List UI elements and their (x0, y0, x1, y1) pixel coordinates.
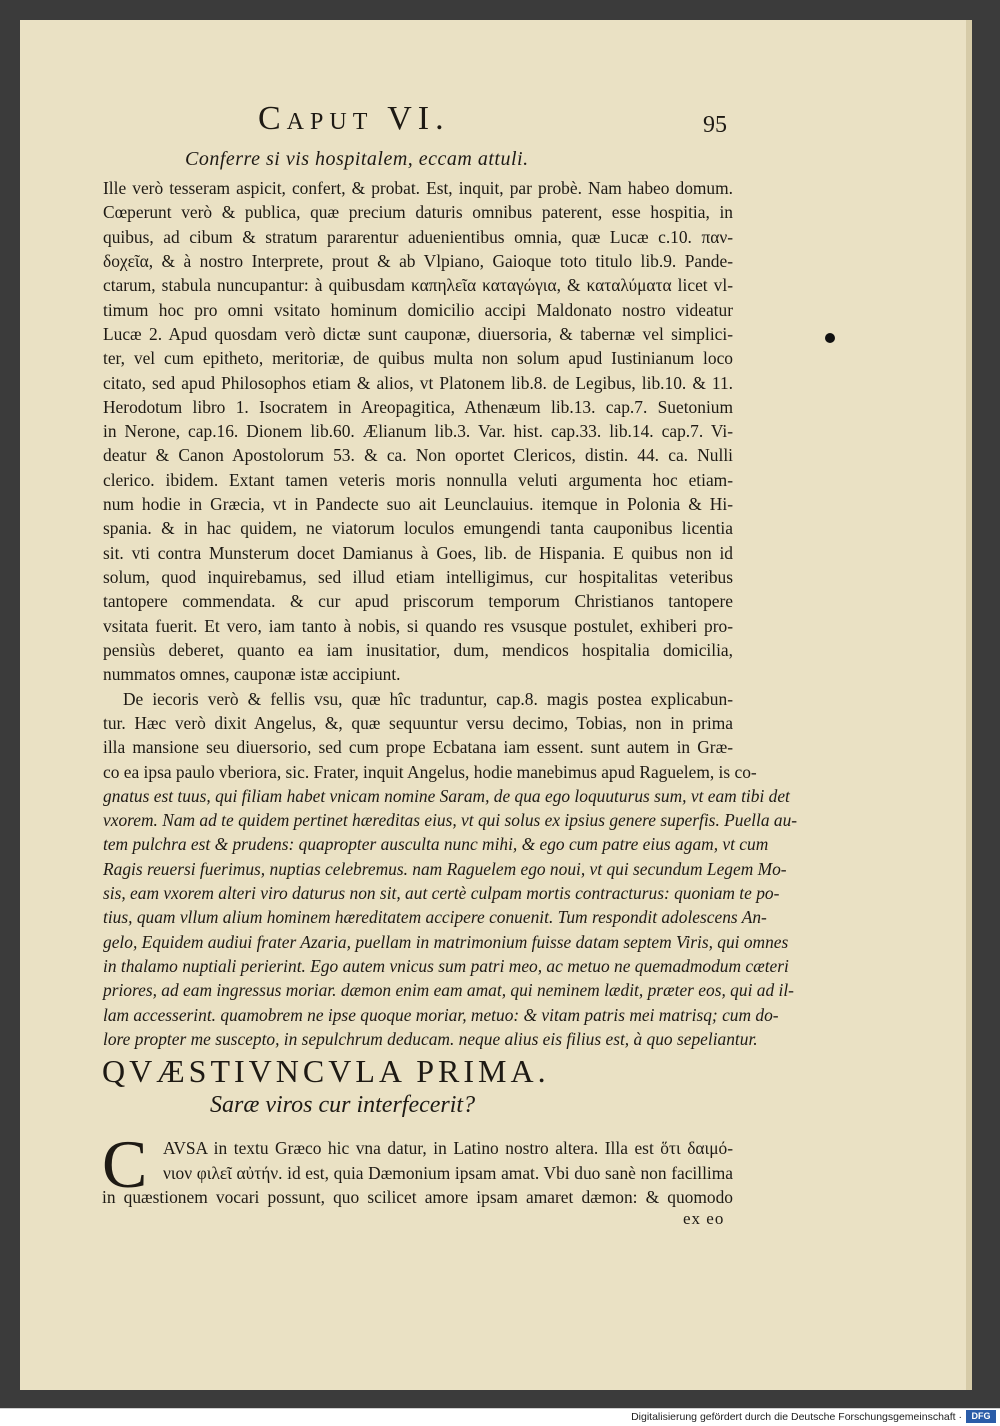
text-line: νιον φιλεῖ αὐτήν. id est, quia Dæmonium ipsam amat. Vbi duo sanè non facillima (163, 1162, 733, 1183)
text-line: gelo, Equidem audiui frater Azaria, puellam in matrimonium fuisse datam septem Viris, qui omnes (103, 931, 789, 952)
funding-credit: Digitalisierung gefördert durch die Deutsche Forschungsgemeinschaft · (631, 1411, 962, 1423)
text-line: timum hoc pro omni vsitato hominum domicilio accipi Maldonato nostro videatur (103, 299, 733, 320)
text-line: sit. vti contra Munsterum docet Damianus à Goes, lib. de Hispania. E quibus non id (103, 542, 733, 563)
section-subtitle: Saræ viros cur interfecerit? (210, 1092, 476, 1118)
text-line: citato, sed apud Philosophos etiam & alios, vt Platonem lib.8. de Legibus, lib.10. & 11. (103, 372, 733, 393)
text-line: ctarum, stabula nuncupantur: à quibusdam καπηλεῖα καταγώγια, & καταλύματα licet vl- (103, 275, 733, 296)
text-line: in thalamo nuptiali perierint. Ego autem vnicus sum patri meo, ac metuo ne quemadmodum cæteri (103, 956, 789, 976)
text-line: AVSA in textu Græco hic vna datur, in Latino nostro altera. Illa est ὅτι δαιμό- (163, 1138, 733, 1158)
text-line: clerico. ibidem. Extant tamen veteris moris nonnulla veluti argumenta hoc etiam- (103, 469, 733, 490)
drop-cap-initial: C (102, 1126, 148, 1202)
text-line: Ille verò tesseram aspicit, confert, & probat. Est, inquit, par probè. Nam habeo domum. (103, 178, 733, 198)
text-line: tantopere commendata. & cur apud priscorum temporum Christianos tantopere (103, 591, 733, 612)
text-line: De iecoris verò & fellis vsu, quæ hîc traduntur, cap.8. magis postea explicabun- (123, 688, 733, 709)
text-line: Cœperunt verò & publica, quæ precium daturis omnibus paterent, esse hospitia, in (103, 202, 733, 223)
text-line: tius, quam vllum alium hominem hæreditatem accipere conuenit. Tum respondit adolescens An- (103, 907, 767, 928)
text-line: deatur & Canon Apostolorum 53. & ca. Non oportet Clericos, distin. 44. ca. Nulli (103, 445, 733, 466)
text-line: Ragis reuersi fuerimus, nuptias celebremus. nam Raguelem ego noui, vt qui secundum Legem Mo- (103, 858, 787, 879)
text-line: co ea ipsa paulo vberiora, sic. Frater, inquit Angelus, hodie manebimus apud Raguelem, is co- (103, 761, 757, 782)
text-line: spania. & in hac quidem, ne viatorum loculos emungendi tanta cauponibus licentia (103, 518, 733, 539)
text-line: sis, eam vxorem alteri viro daturus non sit, aut certè culpam mortis contracturus: quoniam te po- (103, 883, 780, 904)
chapter-heading: Caput VI. (258, 100, 450, 137)
footer-bar (0, 1408, 1000, 1426)
text-line: gnatus est tuus, qui filiam habet vnicam nomine Saram, de qua ego loquuturus sum, vt eam tibi det (103, 785, 790, 806)
text-line: illa mansione seu diuersorio, sed cum prope Ecbatana iam essent. sunt autem in Græ- (103, 737, 733, 758)
text-line: nummatos omnes, cauponæ istæ accipiunt. (103, 664, 401, 685)
verse-quote: Conferre si vis hospitalem, eccam attuli. (185, 148, 529, 170)
text-line: pensiùs deberet, quanto ea iam inusitatior, dum, mendicos hospitalia domicilia, (103, 639, 733, 660)
text-line: lore propter me suscepto, in sepulchrum deducam. neque alius eis filius est, à quo sepeliantur. (103, 1028, 758, 1049)
text-line: in Nerone, cap.16. Dionem lib.60. Ælianum lib.3. Var. hist. cap.33. lib.14. cap.7. Vi- (103, 421, 733, 442)
text-line: priores, ad eam ingressus moriar. dæmon enim eam amat, qui neminem lædit, præter eos, qui ad il- (103, 980, 794, 1001)
text-line: solum, quod inquirebamus, sed illud etiam intelligimus, cur hospitalitas veteribus (103, 567, 733, 587)
text-line: in quæstionem vocari possunt, quo scilicet amore ipsam amaret dæmon: & quomodo (102, 1187, 733, 1207)
text-line: ter, vel cum epitheto, meritoriæ, de quibus multa non solum apud Iustinianum loco (103, 348, 733, 369)
catchword: ex eo (683, 1209, 725, 1228)
text-line: Lucæ 2. Apud quosdam verò dictæ sunt cauponæ, diuersoria, & tabernæ vel simplici- (103, 323, 733, 344)
dfg-logo-icon: DFG (966, 1410, 996, 1423)
text-line: num hodie in Græcia, vt in Pandecte suo ait Leunclauius. itemque in Polonia & Hi- (103, 494, 733, 515)
text-line: tem pulchra est & prudens: quapropter ausculta nunc mihi, & ego cum patre eius agam, vt cum (103, 834, 769, 855)
text-line: δοχεῖα, & à nostro Interprete, prout & ab Vlpiano, Gaioque toto titulo lib.9. Pande- (103, 250, 733, 271)
text-line: vxorem. Nam ad te quidem pertinet hæreditas eius, vt qui solus ex ipsius genere superfis. Puella au- (103, 810, 798, 831)
text-line: vsitata fuerit. Et vero, iam tanto à nobis, si quando res vsusque postulet, exhiberi pro- (103, 615, 733, 636)
text-line: tur. Hæc verò dixit Angelus, &, quæ sequuntur versu decimo, Tobias, non in prima (103, 712, 733, 733)
section-title: QVÆSTIVNCVLA PRIMA. (102, 1053, 550, 1089)
text-line: quibus, ad cibum & stratum pararentur aduenientibus omnia, quæ Lucæ c.10. παν- (103, 226, 733, 247)
text-line: Herodotum libro 1. Isocratem in Areopagitica, Athenæum lib.13. cap.7. Suetonium (103, 396, 733, 417)
page-number: 95 (703, 112, 727, 138)
question-text (102, 1136, 733, 1210)
ink-dot (825, 333, 835, 343)
text-line: lam accesserint. quamobrem ne ipse quoque moriar, metuo: & vitam patris mei matrisq; cum do- (103, 1004, 779, 1025)
body-text (103, 176, 798, 1051)
